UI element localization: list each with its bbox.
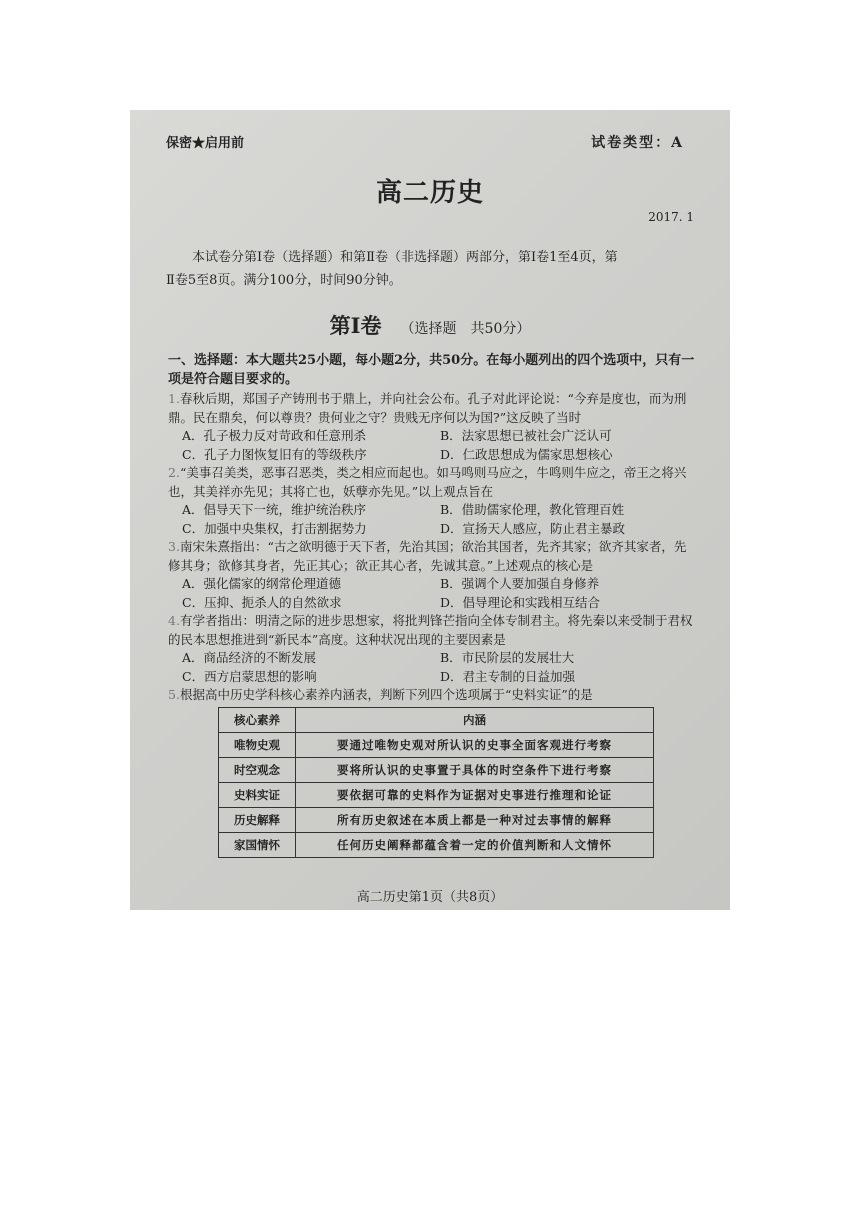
question-stem: 3.南宋朱熹指出：“古之欲明德于天下者，先治其国；欲治其国者，先齐其家；欲齐其家者，先修其身；欲修其身者，先正其心；欲正其心者，先诚其意。”上述观点的核心是: [168, 539, 687, 573]
question-item: [168, 612, 698, 686]
section-subtitle: （选择题 共50分）: [400, 321, 531, 337]
table-header-row: [219, 708, 654, 733]
exam-page-photo: [130, 110, 730, 910]
question-item: [168, 686, 698, 705]
question-number: 1.: [168, 391, 180, 406]
section-title: 第Ⅰ卷: [329, 313, 382, 338]
option: B．强调个人要加强自身修养: [440, 576, 600, 591]
table-cell: 时空观念: [219, 758, 296, 783]
question-list: [168, 390, 698, 705]
option: D．君主专制的日益加强: [440, 668, 576, 684]
option: A．商品经济的不断发展: [182, 650, 317, 665]
option-list: [182, 427, 698, 464]
question-stem: 5.根据高中历史学科核心素养内涵表，判断下列四个选项属于“史料实证”的是: [168, 687, 593, 702]
table-row: [219, 808, 654, 833]
page-footer: 高二历史第1页（共8页）: [356, 890, 504, 905]
intro-paragraph: [166, 246, 686, 292]
option: C．西方启蒙思想的影响: [182, 668, 317, 684]
option: D．仁政思想成为儒家思想核心: [440, 446, 613, 462]
table-row: [219, 733, 654, 758]
table-cell: 家国情怀: [219, 833, 296, 858]
table-cell: 要依据可靠的史料作为证据对史事进行推理和论证: [296, 783, 654, 808]
question-item: [168, 464, 698, 538]
table-header-cell: 核心素养: [219, 708, 296, 733]
paper-type-label: 试卷类型：A: [591, 135, 684, 151]
table-cell: 唯物史观: [219, 733, 296, 758]
exam-date: 2017. 1: [648, 210, 694, 224]
option: B．市民阶层的发展壮大: [440, 650, 575, 665]
table-row: [219, 833, 654, 858]
option: C．加强中央集权，打击割据势力: [182, 520, 367, 536]
literacy-table: [218, 707, 654, 858]
section-heading: [130, 310, 730, 340]
option: A．强化儒家的纲常伦理道德: [182, 576, 342, 591]
option-list: [182, 649, 698, 686]
question-item: [168, 538, 698, 612]
option: B．借助儒家伦理，教化管理百姓: [440, 502, 625, 517]
table-cell: 历史解释: [219, 808, 296, 833]
option: B．法家思想已被社会广泛认可: [440, 428, 612, 443]
question-number: 5.: [168, 687, 180, 702]
part-instructions: 一、选择题：本大题共25小题，每小题2分，共50分。在每小题列出的四个选项中，只有一项是符合题目要求的。: [168, 353, 695, 387]
table-cell: 任何历史阐释都蕴含着一定的价值判断和人文情怀: [296, 833, 654, 858]
option: D．宣扬天人感应，防止君主暴政: [440, 520, 626, 536]
question-stem: 2.“美事召美类，恶事召恶类，类之相应而起也。如马鸣则马应之，牛鸣则牛应之，帝王之将兴也，其美祥亦先见；其将亡也，妖孽亦先见。”以上观点旨在: [168, 465, 687, 499]
question-stem: 1.春秋后期，郑国子产铸刑书于鼎上，并向社会公布。孔子对此评论说：“今弃是度也，而为刑鼎。民在鼎矣，何以尊贵？贵何业之守？贵贱无序何以为国?”这反映了当时: [168, 391, 687, 425]
table-cell: 要通过唯物史观对所认识的史事全面客观进行考察: [296, 733, 654, 758]
intro-line-2: Ⅱ卷5至8页。满分100分，时间90分钟。: [166, 273, 402, 288]
option: A．孔子极力反对苛政和任意刑杀: [182, 428, 367, 443]
page-title: 高二历史: [375, 178, 484, 208]
option-list: [182, 575, 698, 612]
table-cell: 所有历史叙述在本质上都是一种对过去事情的解释: [296, 808, 654, 833]
question-number: 2.: [168, 465, 180, 480]
confidential-label: 保密★启用前: [166, 136, 245, 151]
table-row: [219, 783, 654, 808]
question-number: 3.: [168, 539, 180, 554]
table-row: [219, 758, 654, 783]
question-stem: 4.有学者指出：明清之际的进步思想家，将批判锋芒指向全体专制君主。将先秦以来受制于君权的民本思想推进到“新民本”高度。这种状况出现的主要因素是: [168, 613, 693, 647]
question-item: [168, 390, 698, 464]
option: D．倡导理论和实践相互结合: [440, 594, 601, 610]
question-number: 4.: [168, 613, 180, 628]
option: A．倡导天下一统，维护统治秩序: [182, 502, 367, 517]
option: C．孔子力图恢复旧有的等级秩序: [182, 446, 367, 462]
option-list: [182, 501, 698, 538]
intro-line-1: 本试卷分第Ⅰ卷（选择题）和第Ⅱ卷（非选择题）两部分，第Ⅰ卷1至4页，第: [192, 250, 618, 265]
table-cell: 史料实证: [219, 783, 296, 808]
table-header-cell: 内涵: [296, 708, 654, 733]
option: C．压抑、扼杀人的自然欲求: [182, 594, 342, 610]
table-cell: 要将所认识的史事置于具体的时空条件下进行考察: [296, 758, 654, 783]
